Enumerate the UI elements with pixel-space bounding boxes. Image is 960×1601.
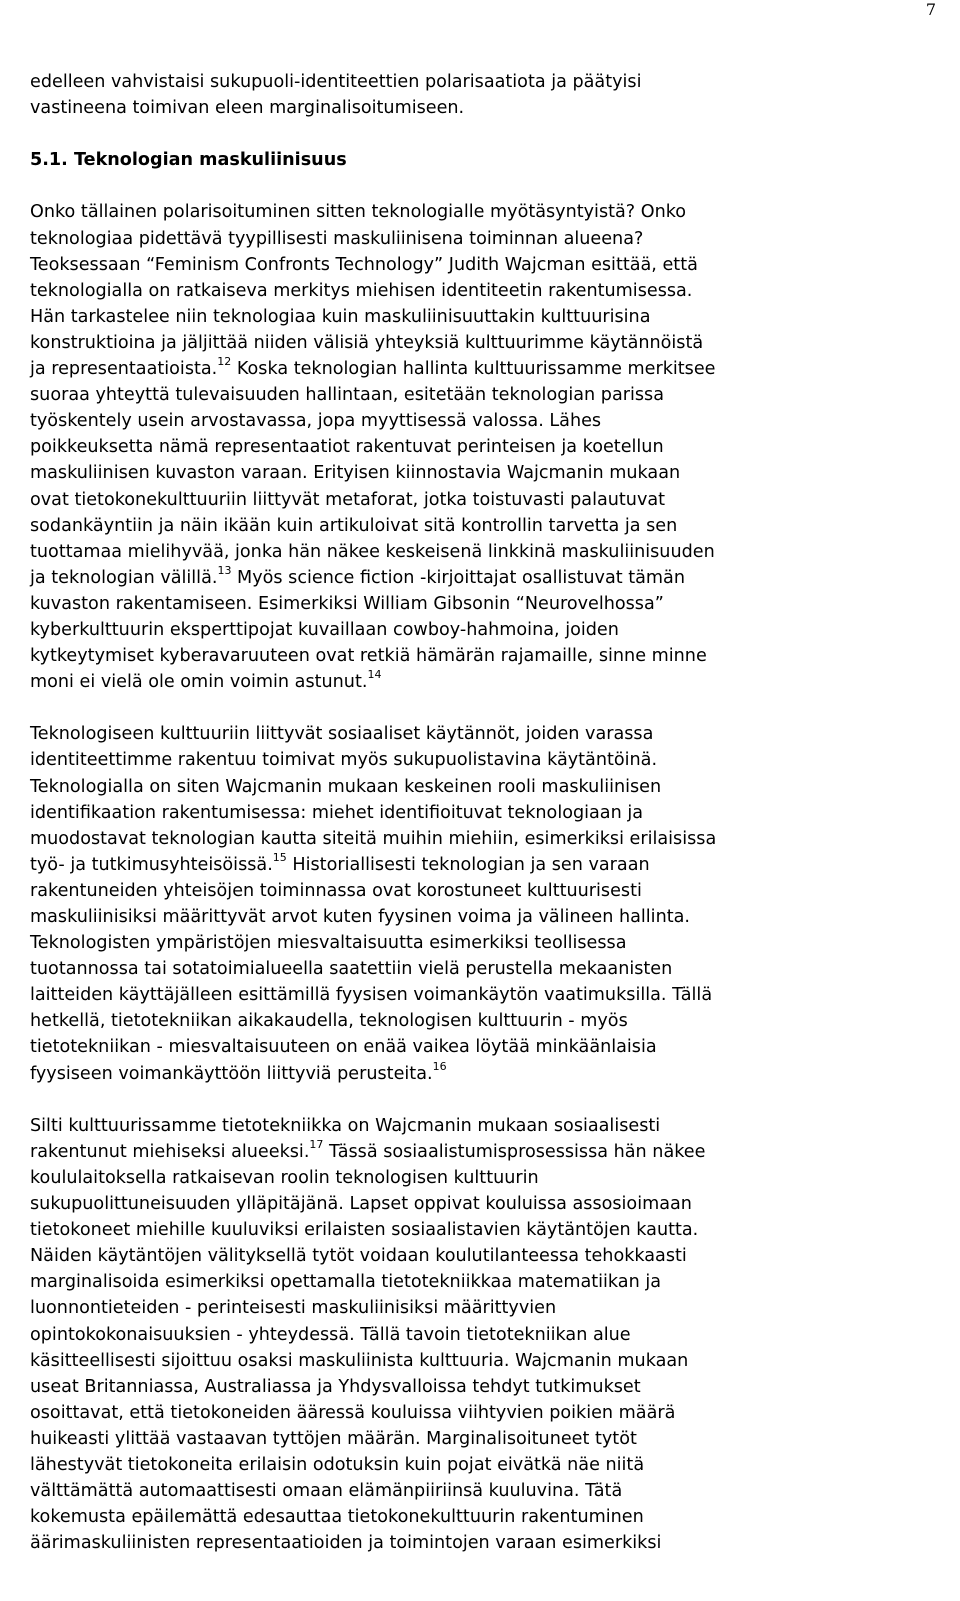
paragraph-1	[30, 199, 910, 695]
text-line: osoittavat, että tietokoneiden ääressä kouluissa viihtyvien poikien määrä	[30, 1402, 676, 1423]
text-line: maskuliinisen kuvaston varaan. Erityisen kiinnostavia Wajcmanin mukaan	[30, 463, 681, 484]
footnote-ref-14[interactable]: 14	[367, 668, 382, 682]
text-fragment: moni ei vielä ole omin voimin astunut.	[30, 672, 368, 693]
text-line: muodostavat teknologian kautta siteitä muihin miehiin, esimerkiksi erilaisissa	[30, 828, 717, 849]
text-line: tietokoneet miehille kuuluviksi erilaisten sosiaalistavien käytäntöjen kautta.	[30, 1220, 699, 1241]
text-line: konstruktioina ja jäljittää niiden välisiä yhteyksiä kulttuurimme käytännöistä	[30, 332, 704, 353]
text-line: koululaitoksella ratkaisevan roolin teknologisen kulttuurin	[30, 1167, 539, 1188]
text-line: hetkellä, tietotekniikan aikakaudella, teknologisen kulttuurin - myös	[30, 1011, 628, 1032]
document-body	[30, 69, 910, 1556]
text-line: välttämättä automaattisesti omaan elämänpiiriinsä kuuluvina. Tätä	[30, 1481, 623, 1502]
page-number: 7	[925, 0, 936, 19]
paragraph-2	[30, 721, 910, 1086]
text-line: Teknologialla on siten Wajcmanin mukaan keskeinen rooli maskuliinisen	[30, 776, 662, 797]
text-line: Teoksessaan “Feminism Confronts Technology” Judith Wajcman esittää, että	[30, 254, 698, 275]
text-line-with-footnote	[30, 356, 910, 382]
text-line-with-footnote	[30, 1139, 910, 1165]
paragraph-3	[30, 1113, 910, 1557]
footnote-ref-12[interactable]: 12	[217, 355, 232, 369]
text-line: käsitteellisesti sijoittuu osaksi maskuliinista kulttuuria. Wajcmanin mukaan	[30, 1350, 689, 1371]
text-line: teknologialla on ratkaiseva merkitys miehisen identiteetin rakentumisessa.	[30, 280, 693, 301]
text-fragment: ja representaatioista.	[30, 359, 218, 380]
text-fragment: työ- ja tutkimusyhteisöissä.	[30, 854, 273, 875]
text-line-with-footnote	[30, 852, 910, 878]
text-line: kuvaston rakentamiseen. Esimerkiksi William Gibsonin “Neurovelhossa”	[30, 593, 664, 614]
text-line: identiteettimme rakentuu toimivat myös sukupuolistavina käytäntöinä.	[30, 750, 658, 771]
text-line: työskentely usein arvostavassa, jopa myyttisessä valossa. Lähes	[30, 411, 602, 432]
text-line: rakentuneiden yhteisöjen toiminnassa ovat korostuneet kulttuurisesti	[30, 880, 642, 901]
text-line: teknologiaa pidettävä tyypillisesti maskuliinisena toiminnan alueena?	[30, 228, 644, 249]
text-line: tuottamaa mielihyvää, jonka hän näkee keskeisenä linkkinä maskuliinisuuden	[30, 541, 715, 562]
text-line-with-footnote	[30, 1061, 910, 1087]
text-line: opintokokonaisuuksien - yhteydessä. Tällä tavoin tietotekniikan alue	[30, 1324, 631, 1345]
text-line: luonnontieteiden - perinteisesti maskuliinisiksi määrittyvien	[30, 1298, 557, 1319]
footnote-ref-15[interactable]: 15	[272, 850, 287, 864]
text-line: maskuliinisiksi määrittyvät arvot kuten fyysinen voima ja välineen hallinta.	[30, 907, 690, 927]
footnote-ref-13[interactable]: 13	[217, 563, 232, 577]
text-line: kytkeytymiset kyberavaruuteen ovat retkiä hämärän rajamaille, sinne minne	[30, 646, 707, 667]
text-fragment: Koska teknologian hallinta kulttuurissamme merkitsee	[231, 359, 716, 380]
text-line: tietotekniikan - miesvaltaisuuteen on enää vaikea löytää minkäänlaisia	[30, 1037, 657, 1058]
text-line: Onko tällainen polarisoituminen sitten teknologialle myötäsyntyistä? Onko	[30, 202, 687, 223]
text-line-with-footnote	[30, 669, 910, 695]
text-line-with-footnote	[30, 565, 910, 591]
text-fragment: fyysiseen voimankäyttöön liittyviä perusteita.	[30, 1063, 433, 1084]
text-line: edelleen vahvistaisi sukupuoli-identiteettien polarisaatiota ja päätyisi	[30, 72, 642, 92]
text-line: poikkeuksetta nämä representaatiot rakentuvat perinteisen ja koetellun	[30, 437, 664, 458]
text-fragment: rakentunut miehiseksi alueeksi.	[30, 1141, 310, 1162]
text-fragment: Myös science fiction -kirjoittajat osallistuvat tämän	[231, 567, 685, 588]
text-fragment: Tässä sosiaalistumisprosessissa hän näkee	[323, 1141, 706, 1162]
text-line: Teknologiseen kulttuuriin liittyvät sosiaaliset käytännöt, joiden varassa	[30, 724, 654, 745]
text-line: vastineena toimivan eleen marginalisoitumiseen.	[30, 98, 465, 119]
text-line: kokemusta epäilemättä edesauttaa tietokonekulttuurin rakentuminen	[30, 1507, 644, 1528]
text-line: tuotannossa tai sotatoimialueella saatettiin vielä perustella mekaanisten	[30, 959, 673, 980]
section-heading: 5.1. Teknologian maskuliinisuus	[30, 150, 347, 171]
text-fragment: ja teknologian välillä.	[30, 567, 218, 588]
text-line: marginalisoida esimerkiksi opettamalla tietotekniikkaa matematiikan ja	[30, 1272, 662, 1293]
text-line: Silti kulttuurissamme tietotekniikka on Wajcmanin mukaan sosiaalisesti	[30, 1115, 661, 1136]
paragraph-spacer	[30, 1087, 910, 1113]
paragraph-spacer	[30, 695, 910, 721]
text-line: suoraa yhteyttä tulevaisuuden hallintaan, esitetään teknologian parissa	[30, 385, 664, 406]
footnote-ref-17[interactable]: 17	[309, 1137, 324, 1151]
text-line: laitteiden käyttäjälleen esittämillä fyysisen voimankäytön vaatimuksilla. Tällä	[30, 985, 713, 1006]
text-line: ovat tietokonekulttuuriin liittyvät metaforat, jotka toistuvasti palautuvat	[30, 489, 666, 510]
text-line: lähestyvät tietokoneita erilaisin odotuksin kuin pojat eivätkä näe niitä	[30, 1454, 645, 1475]
text-line: Näiden käytäntöjen välityksellä tytöt voidaan koulutilanteessa tehokkaasti	[30, 1246, 687, 1267]
text-line: identifikaation rakentumisessa: miehet identifioituvat teknologiaan ja	[30, 802, 643, 823]
text-line: kyberkulttuurin eksperttipojat kuvaillaan cowboy-hahmoina, joiden	[30, 619, 619, 640]
text-line: sukupuolittuneisuuden ylläpitäjänä. Lapset oppivat kouluissa assosioimaan	[30, 1194, 692, 1215]
text-line: Hän tarkastelee niin teknologiaa kuin maskuliinisuuttakin kulttuurisina	[30, 306, 651, 327]
intro-paragraph	[30, 69, 910, 121]
footnote-ref-16[interactable]: 16	[432, 1059, 447, 1073]
text-line: sodankäyntiin ja näin ikään kuin artikuloivat sitä kontrollin tarvetta ja sen	[30, 515, 678, 536]
text-line: huikeasti ylittää vastaavan tyttöjen määrän. Marginalisoituneet tytöt	[30, 1428, 637, 1449]
text-line: äärimaskuliinisten representaatioiden ja toimintojen varaan esimerkiksi	[30, 1533, 662, 1554]
paragraph-spacer	[30, 121, 910, 147]
paragraph-spacer	[30, 173, 910, 199]
text-line: useat Britanniassa, Australiassa ja Yhdysvalloissa tehdyt tutkimukset	[30, 1376, 641, 1397]
text-line: Teknologisten ympäristöjen miesvaltaisuutta esimerkiksi teollisessa	[30, 933, 627, 954]
text-fragment: Historiallisesti teknologian ja sen varaan	[286, 854, 650, 875]
